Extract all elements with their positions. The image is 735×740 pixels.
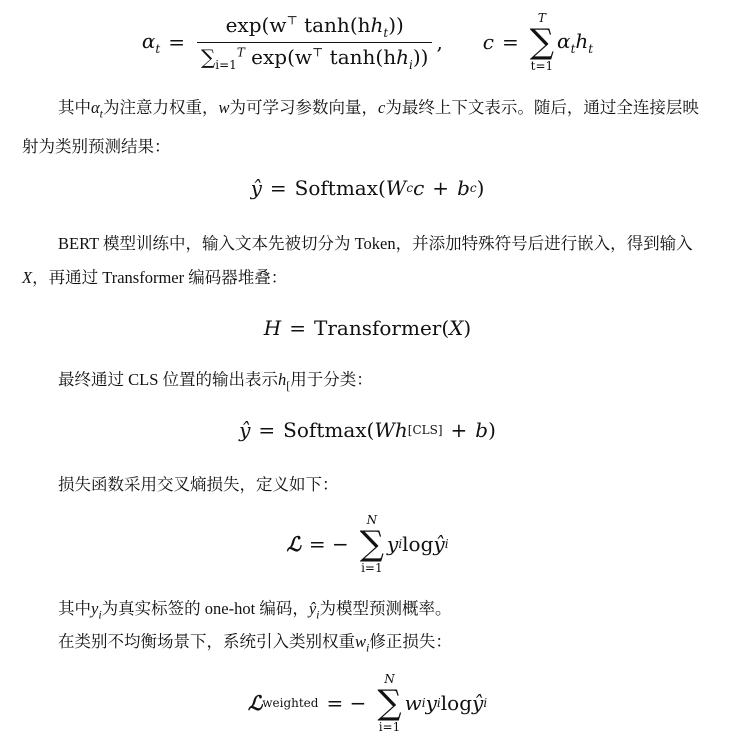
sum-operator: N ∑ i=1 bbox=[377, 672, 402, 734]
softmax-equation-2: ŷ = Softmax( W h [CLS] + b ) bbox=[239, 418, 496, 442]
paragraph-bert: BERT 模型训练中，输入文本先被切分为 Token，并添加特殊符号后进行嵌入，得到输入X，再通过 Transformer 编码器堆叠： bbox=[22, 234, 693, 287]
cross-entropy-equation: ℒ = − N ∑ i=1 y i log ŷ i bbox=[286, 513, 449, 575]
attention-fraction bbox=[197, 13, 432, 72]
alpha-h-term: $\alpha_th_t$ bbox=[557, 28, 594, 56]
context-c: c bbox=[482, 30, 494, 54]
paragraph-loss-intro: 损失函数采用交叉熵损失，定义如下： bbox=[58, 475, 339, 494]
alpha-t: $\alpha_t$ bbox=[141, 28, 161, 56]
attention-equation: $\alpha_t$ = $\frac{\exp(w^⊤ \tanh(hh_t))}{\sum_{i=1}^T \exp(w^⊤ \tanh(hh_i))}$ , c = T ∑ t=1 $\alpha_th_t$ bbox=[141, 11, 594, 73]
softmax-equation-1: ŷ = Softmax( W c c + b c ) bbox=[250, 176, 485, 200]
paragraph-attention-explanation: 其中$\alpha_t$为注意力权重，w为可学习参数向量，c为最终上下文表示。随后，通过全连接层映射为类别预测结果： bbox=[22, 98, 699, 157]
paragraph-class-weights: 在类别不均衡场景下，系统引入类别权重$w_i$修正损失： bbox=[58, 632, 452, 655]
weighted-loss-equation: ℒ weighted = − N ∑ i=1 w i y i log ŷ i bbox=[247, 672, 488, 734]
fraction-denominator: $\sum_{i=1}^T$ exp(w⊤ $\tanh(hh_i)$) bbox=[197, 42, 432, 72]
sum-operator: N ∑ i=1 bbox=[359, 513, 384, 575]
paragraph-cls: 最终通过 CLS 位置的输出表示$h_[$用于分类： bbox=[58, 370, 373, 393]
sum-operator: T ∑ t=1 bbox=[529, 11, 555, 73]
paragraph-label-definition: 其中$y_i$为真实标签的 one-hot 编码，$ŷ_i$为模型预测概率。 bbox=[58, 599, 452, 622]
transformer-equation: H = Transformer( X ) bbox=[263, 316, 472, 340]
fraction-numerator: exp(w⊤ $\tanh(hh_t)$) bbox=[225, 12, 404, 40]
